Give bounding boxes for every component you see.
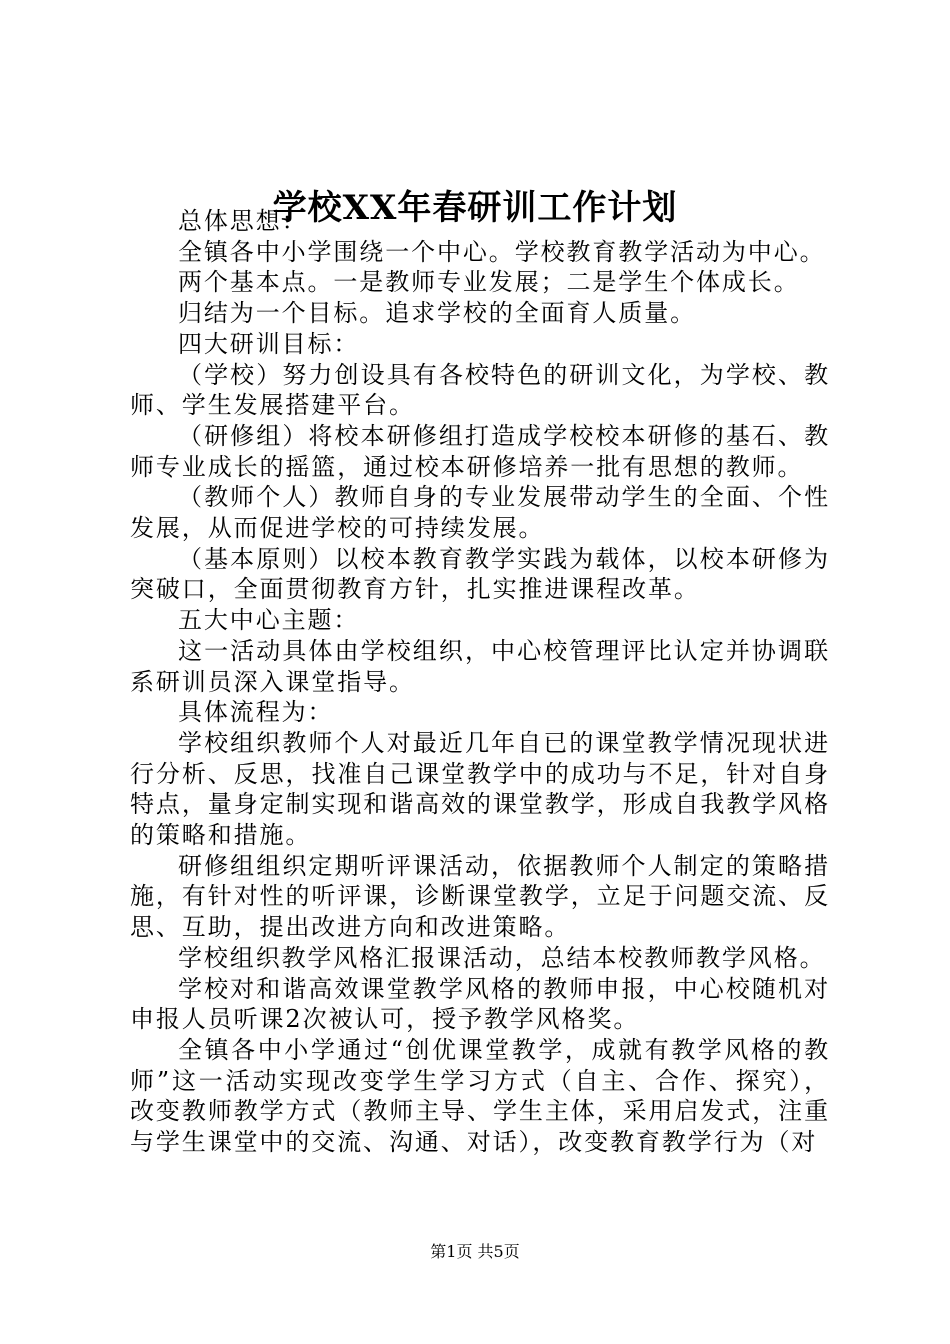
paragraph: 研修组组织定期听评课活动，依据教师个人制定的策略措施，有针对性的听评课，诊断课堂教学，立足于问题交流、反思、互助，提出改进方向和改进策略。 [130, 851, 830, 942]
paragraph: 这一活动具体由学校组织，中心校管理评比认定并协调联系研训员深入课堂指导。 [130, 636, 830, 696]
paragraph: （基本原则）以校本教育教学实践为载体，以校本研修为突破口，全面贯彻教育方针，扎实推进课程改革。 [130, 544, 830, 604]
paragraph-process: 具体流程为： [178, 698, 334, 727]
paragraph: （教师个人）教师自身的专业发展带动学生的全面、个性发展，从而促进学校的可持续发展。 [130, 483, 830, 543]
document-title: 学校XX年春研训工作计划 [272, 188, 678, 228]
paragraph: 全镇各中小学通过“创优课堂教学，成就有教学风格的教师”这一活动实现改变学生学习方式（自主、合作、探究），改变教师教学方式（教师主导、学生主体，采用启发式，注重与学生课堂中的交流、沟通、对话），改变教育教学行为（对 [130, 1035, 830, 1157]
paragraph: 全镇各中小学围绕一个中心。学校教育教学活动为中心。 [178, 237, 826, 266]
paragraph: 学校组织教师个人对最近几年自已的课堂教学情况现状进行分析、反思，找准自己课堂教学中的成功与不足，针对自身特点，量身定制实现和谐高效的课堂教学，形成自我教学风格的策略和措施。 [130, 728, 830, 850]
paragraph: （学校）努力创设具有各校特色的研训文化，为学校、教师、学生发展搭建平台。 [130, 360, 830, 420]
paragraph: 学校对和谐高效课堂教学风格的教师申报，中心校随机对申报人员听课2次被认可，授予教学风格奖。 [130, 974, 830, 1034]
paragraph-overall-thought: 总体思想： [178, 207, 308, 235]
paragraph: （研修组）将校本研修组打造成学校校本研修的基石、教师专业成长的摇篮，通过校本研修培养一批有思想的教师。 [130, 421, 830, 481]
paragraph: 两个基本点。一是教师专业发展；二是学生个体成长。 [178, 268, 800, 297]
paragraph-five-themes: 五大中心主题： [178, 606, 360, 635]
page-number-footer: 第1页 共5页 [430, 1242, 520, 1261]
paragraph-four-goals: 四大研训目标： [178, 329, 360, 358]
document-body [130, 206, 830, 1158]
paragraph: 归结为一个目标。追求学校的全面育人质量。 [178, 299, 696, 328]
paragraph: 学校组织教学风格汇报课活动，总结本校教师教学风格。 [178, 943, 826, 972]
